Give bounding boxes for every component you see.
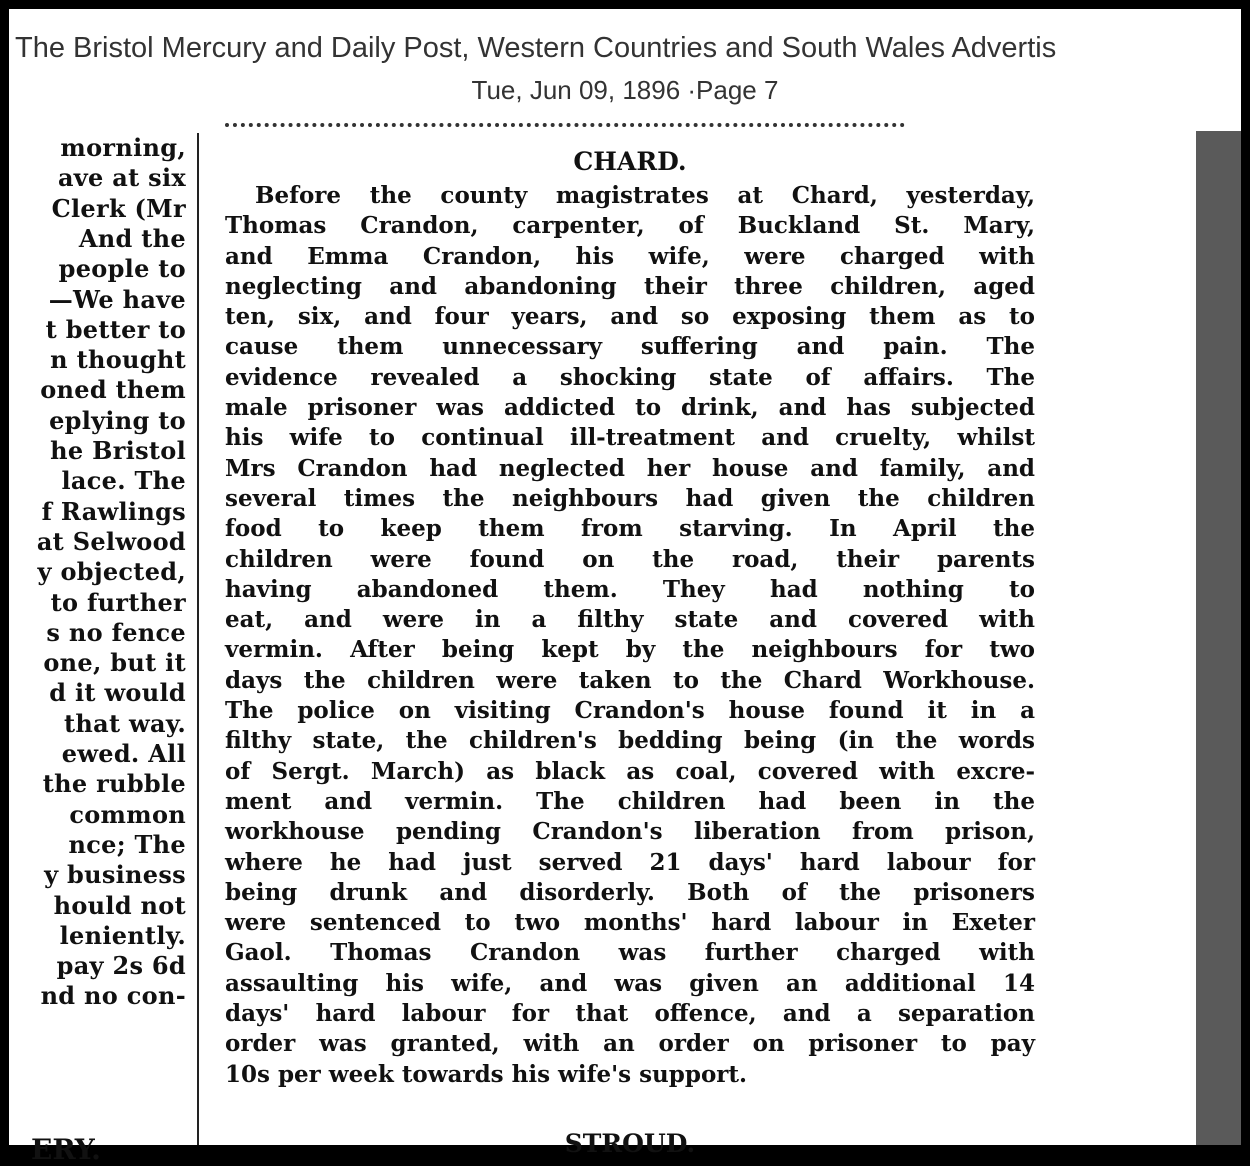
viewer-scroll-gutter[interactable] [1196,131,1241,1145]
cut-off-top-line [225,123,905,139]
article-line: filthy state, the children's bedding being (in the words [225,727,1035,755]
article-line: workhouse pending Crandon's liberation from prison, [225,818,1035,846]
newspaper-clipping [25,133,1194,1166]
left-column-line: one, but it [43,648,186,678]
left-column-fragment [25,133,190,1145]
left-column-line: at Selwood [36,526,186,556]
article-line: food to keep them from starving. In April the [225,515,1035,543]
article-line: days the children were taken to the Chard Workhouse. [225,666,1035,694]
left-column-line: the rubble [42,769,186,799]
left-column-line: eplying to [49,405,186,435]
article-line: having abandoned them. They had nothing to [225,575,1035,603]
article-line: being drunk and disorderly. Both of the prisoners [225,878,1035,906]
article-line: eat, and were in a filthy state and covered with [225,606,1035,634]
left-column-cut-heading: ERY. [31,1133,101,1166]
left-column-line: s no fence [46,617,186,647]
article-line: male prisoner was addicted to drink, and has subjected [225,394,1035,422]
article-line: vermin. After being kept by the neighbours for two [225,636,1035,664]
issue-date-page: Tue, Jun 09, 1896 ·Page 7 [471,75,779,105]
article-line: children were found on the road, their parents [225,545,1035,573]
left-column-line: —We have [48,284,186,314]
left-column-line: common [69,799,186,829]
left-column-line: that way. [64,708,186,738]
article-line: and Emma Crandon, his wife, were charged with [225,242,1035,270]
left-column-line: people to [58,254,186,284]
left-column-line: f Rawlings [41,496,186,526]
article-body [225,181,1035,1090]
left-column-line: ewed. All [61,739,186,768]
next-article-heading: STROUD. [564,1129,696,1158]
left-column-line: n thought [50,345,186,375]
article-line: Before the county magistrates at Chard, yesterday, [255,182,1035,209]
left-column-line: leniently. [59,920,186,950]
left-column-line: to further [50,587,186,617]
article-line: 10s per week towards his wife's support. [225,1060,748,1088]
left-column-line: morning, [60,133,186,162]
left-column-line: t better to [45,314,186,344]
left-column-line: y objected, [37,557,186,587]
left-column-line: d it would [49,678,186,708]
left-column-line: y business [44,860,186,890]
article-line: evidence revealed a shocking state of affairs. The [225,363,1035,391]
article-line: were sentenced to two months' hard labour in Exeter [225,909,1035,937]
column-rule [197,133,199,1145]
left-column-line: hould not [53,890,186,920]
article-line: cause them unnecessary suffering and pain. The [225,333,1035,361]
article-line: his wife to continual ill-treatment and cruelty, whilst [225,424,1035,452]
article-line: ten, six, and four years, and so exposing them as to [225,303,1035,331]
article-heading: CHARD. [573,147,687,176]
page-header [9,9,1241,129]
left-column-line: pay 2s 6d [56,951,186,981]
left-column-line: lace. The [61,466,186,496]
article-line: Thomas Crandon, carpenter, of Buckland St. Mary, [225,212,1035,240]
article-line: where he had just served 21 days' hard labour for [225,848,1035,876]
publication-title: The Bristol Mercury and Daily Post, Western Countries and South Wales Advertis [15,32,1057,64]
screenshot-frame [9,9,1241,1166]
article-line: assaulting his wife, and was given an additional 14 [225,969,1035,997]
article-line: days' hard labour for that offence, and a separation [225,1000,1035,1028]
left-column-line: nd no con- [40,981,186,1011]
article-line: order was granted, with an order on prisoner to pay [225,1030,1035,1058]
article-line: of Sergt. March) as black as coal, covered with excre- [225,757,1035,785]
article-line: The police on visiting Crandon's house found it in a [225,697,1035,725]
article-line: Mrs Crandon had neglected her house and family, and [225,454,1035,482]
left-column-line: oned them [40,375,186,405]
left-column-line: nce; The [68,829,186,859]
article-line: ment and vermin. The children had been in the [225,787,1035,815]
left-column-line: Clerk (Mr [51,193,186,223]
left-column-line: And the [78,223,186,253]
left-column-line: he Bristol [50,436,186,465]
article-line: several times the neighbours had given the children [225,484,1035,512]
left-column-line: ave at six [57,163,186,193]
article-line: neglecting and abandoning their three children, aged [225,272,1035,300]
article-line: Gaol. Thomas Crandon was further charged with [225,939,1035,967]
